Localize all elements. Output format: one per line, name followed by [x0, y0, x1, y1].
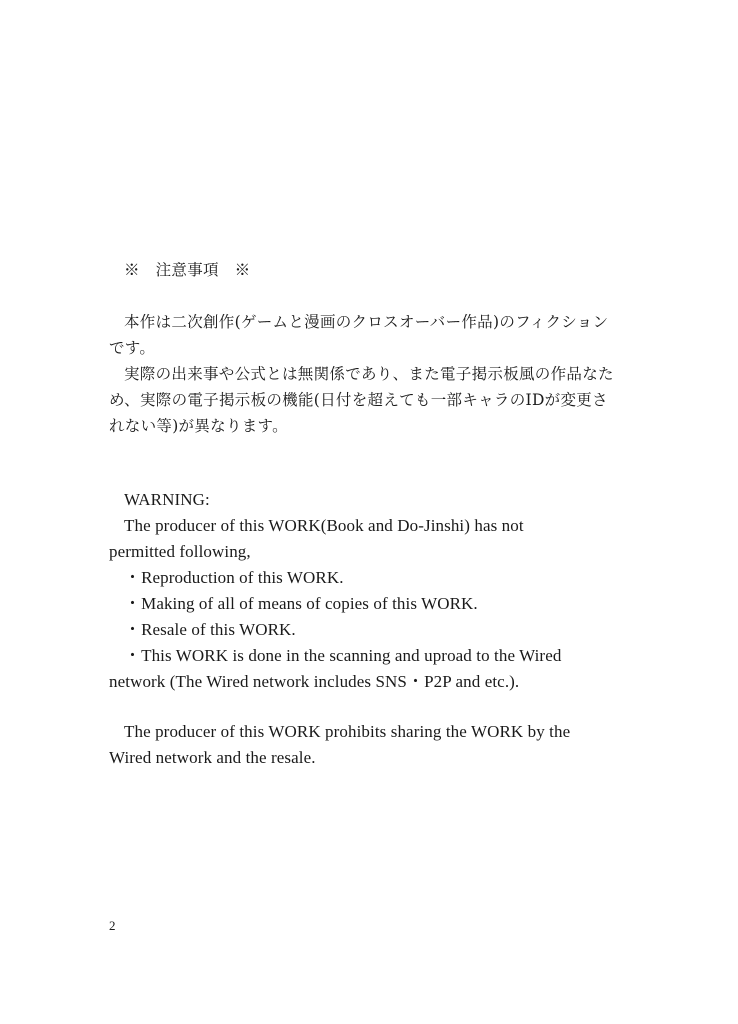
warning-line: permitted following, [109, 542, 251, 561]
japanese-notice [109, 309, 614, 439]
notice-line: です。 [109, 339, 156, 357]
warning-list-item: ・Reproduction of this WORK. [124, 568, 344, 587]
notice-line: め、実際の電子掲示板の機能(日付を超えても一部キャラのIDが変更さ [109, 391, 608, 409]
warning-line: The producer of this WORK(Book and Do-Jinshi) has not [124, 516, 524, 535]
notice-line: 実際の出来事や公式とは無関係であり、また電子掲示板風の作品なた [124, 365, 614, 383]
prohibition-line: The producer of this WORK prohibits sharing the WORK by the [124, 722, 571, 741]
notice-line: れない等)が異なります。 [109, 417, 288, 435]
notice-heading-text: ※ 注意事項 ※ [124, 261, 251, 279]
warning-list-item: ・Resale of this WORK. [124, 620, 296, 639]
warning-section [109, 487, 609, 695]
warning-list-item: ・Making of all of means of copies of this WORK. [124, 594, 478, 613]
prohibition-section [109, 719, 609, 771]
warning-list-item: ・This WORK is done in the scanning and uproad to the Wired [124, 646, 562, 665]
prohibition-line: Wired network and the resale. [109, 748, 316, 767]
notice-heading [109, 257, 609, 283]
warning-title: WARNING: [124, 490, 210, 509]
page-number: 2 [109, 918, 116, 933]
warning-line: network (The Wired network includes SNS・P2P and etc.). [109, 672, 520, 691]
notice-line: 本作は二次創作(ゲームと漫画のクロスオーバー作品)のフィクション [124, 313, 609, 331]
